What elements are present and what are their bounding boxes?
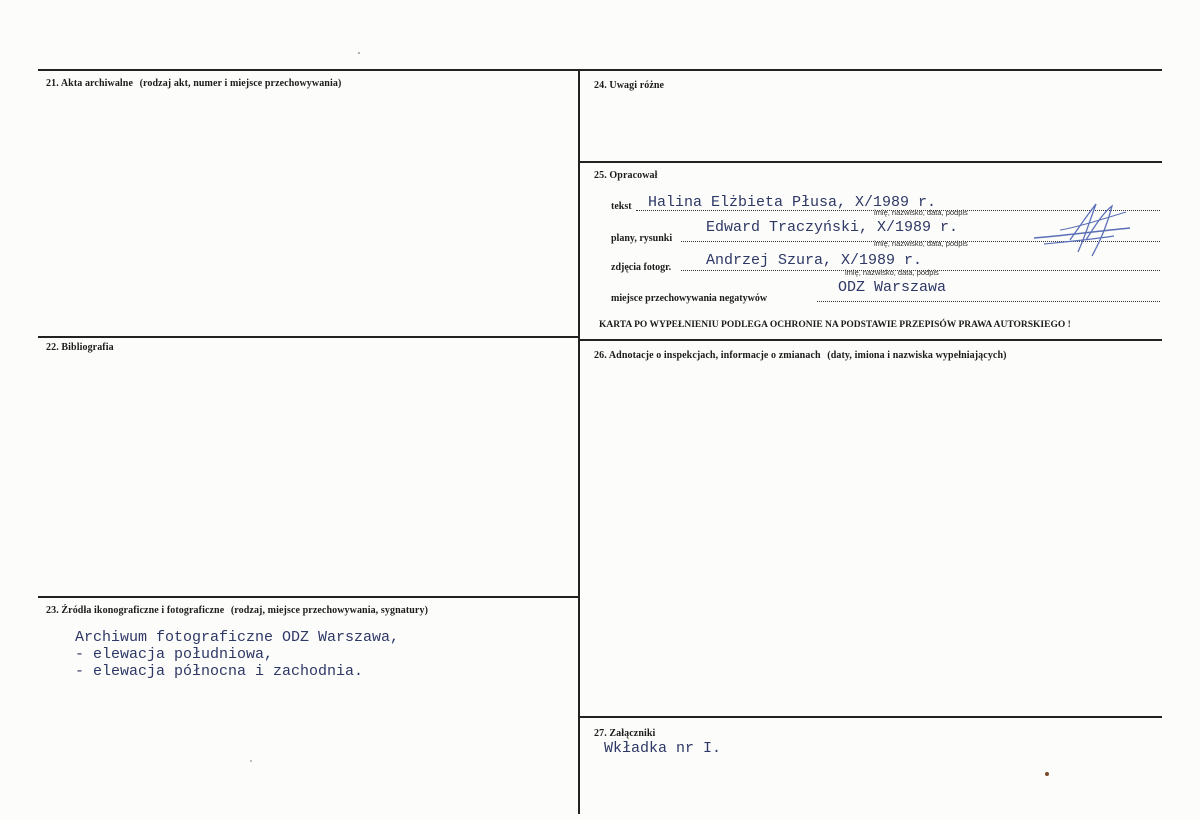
divider-26-27 (579, 716, 1162, 718)
divider-25-26 (579, 339, 1162, 341)
field-photos-value: Andrzej Szura, X/1989 r. (706, 252, 923, 269)
section-26-note: (daty, imiona i nazwiska wypełniających) (827, 350, 1007, 361)
section-21-label (46, 78, 341, 89)
field-photos-label: zdjęcia fotogr. (611, 262, 672, 273)
field-negatives-label: miejsce przechowywania negatywów (611, 293, 768, 304)
signature-mark (1030, 200, 1140, 260)
section-26-title: 26. Adnotacje o inspekcjach, informacje o zmianach (594, 350, 821, 361)
section-23-label (46, 605, 428, 616)
attachments-value: Wkładka nr I. (604, 740, 722, 757)
field-negatives-value: ODZ Warszawa (838, 279, 947, 296)
sources-line-1: Archiwum fotograficzne ODZ Warszawa, (75, 629, 400, 646)
field-text-value: Halina Elżbieta Płusa, X/1989 r. (648, 194, 937, 211)
paper-speck (358, 52, 360, 54)
section-25-label: 25. Opracował (594, 170, 658, 181)
sources-line-2: - elewacja południowa, (75, 646, 274, 663)
section-24-label: 24. Uwagi różne (594, 80, 665, 91)
section-22-label: 22. Bibliografia (46, 342, 114, 353)
section-27-label: 27. Załączniki (594, 728, 656, 739)
divider-24-25 (579, 161, 1162, 163)
section-21-note: (rodzaj akt, numer i miejsce przechowywania) (139, 78, 342, 89)
paper-speck (1045, 772, 1049, 776)
field-photos-caption: imię, nazwisko, data, podpis (845, 268, 939, 277)
top-rule (38, 69, 1162, 71)
field-plans-value: Edward Traczyński, X/1989 r. (706, 219, 959, 236)
section-21-title: 21. Akta archiwalne (46, 78, 133, 89)
sources-line-3: - elewacja północna i zachodnia. (75, 663, 364, 680)
copyright-warning: KARTA PO WYPEŁNIENIU PODLEGA OCHRONIE NA PODSTAWIE PRZEPISÓW PRAWA AUTORSKIEGO ! (599, 320, 1071, 330)
center-divider (578, 69, 580, 814)
section-23-title: 23. Źródła ikonograficzne i fotograficzne (46, 605, 225, 616)
field-negatives-dots (817, 301, 1160, 302)
field-plans-label: plany, rysunki (611, 233, 673, 244)
section-23-note: (rodzaj, miejsce przechowywania, sygnatury) (230, 605, 428, 616)
field-plans-caption: imię, nazwisko, data, podpis (874, 239, 968, 248)
field-text-caption: imię, nazwisko, data, podpis (874, 208, 968, 217)
section-26-label (594, 350, 1007, 361)
divider-21-22 (38, 336, 579, 338)
divider-22-23 (38, 596, 579, 598)
paper-speck (250, 760, 252, 762)
field-text-label: tekst (611, 201, 632, 212)
